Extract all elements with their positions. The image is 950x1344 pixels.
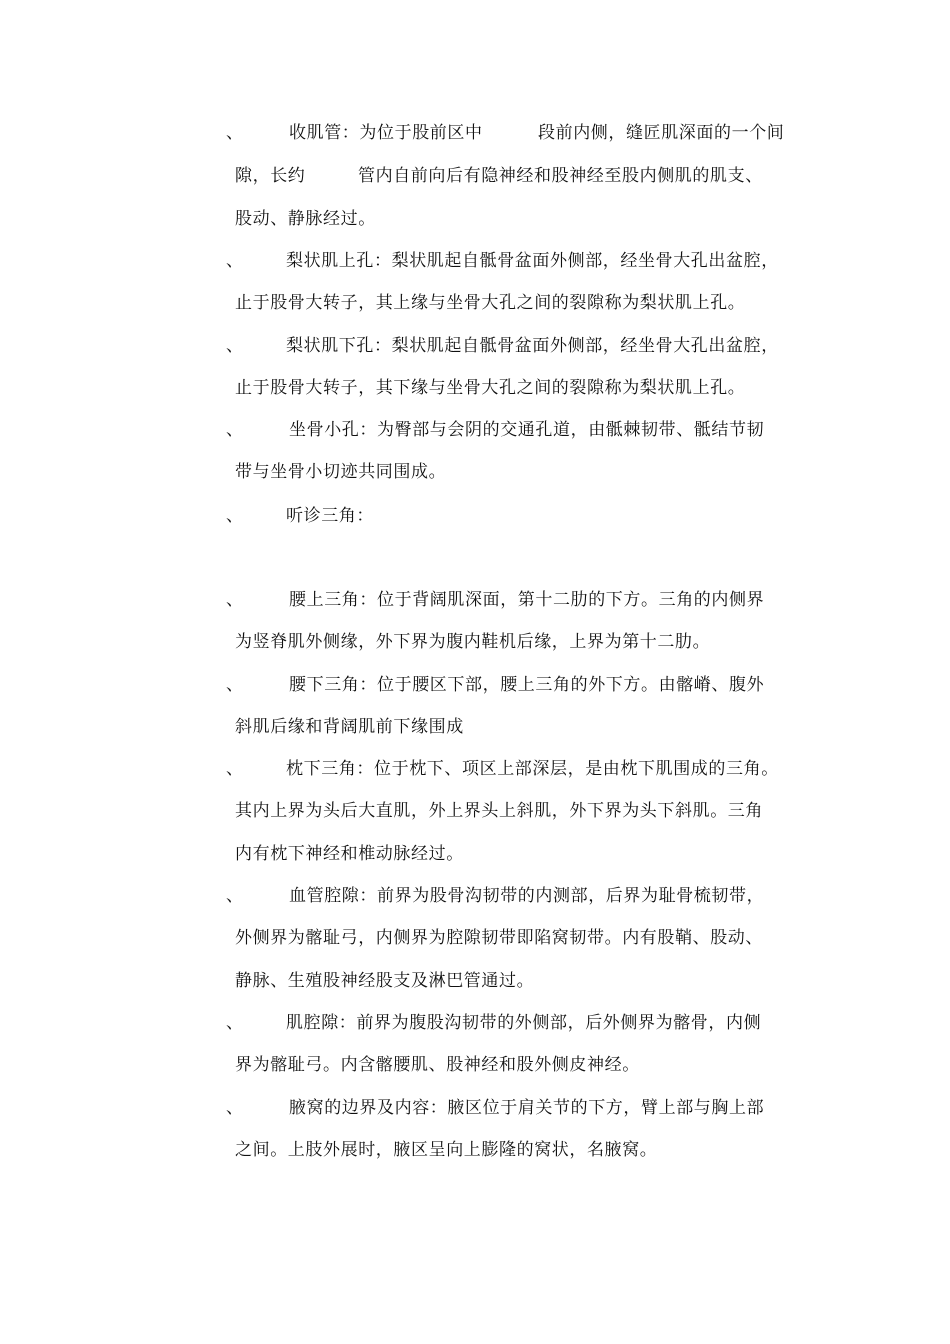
item-text: 梨状肌下孔：梨状肌起自骶骨盆面外侧部，经坐骨大孔出盆腔， [286,336,779,356]
item-text: 界为髂耻弓。内含髂腰肌、股神经和股外侧皮神经。 [235,1055,640,1075]
list-marker: 、 [226,590,243,610]
item-line [0,330,950,362]
list-marker: 、 [226,123,243,143]
item-text: 血管腔隙：前界为股骨沟韧带的内测部，后界为耻骨梳韧带， [289,886,765,906]
item-line [0,372,950,404]
item-line [0,753,950,785]
list-marker: 、 [226,1013,243,1033]
list-marker: 、 [226,506,243,526]
item-line [0,1049,950,1081]
item-text: 外侧界为髂耻弓，内侧界为腔隙韧带即陷窝韧带。内有股鞘、股动、 [235,928,763,948]
item-line [0,965,950,997]
list-marker: 、 [226,420,243,440]
item-line [0,500,950,532]
item-line [0,1007,950,1039]
item-line [0,584,950,616]
list-marker: 、 [226,1098,243,1118]
item-text: 管内自前向后有隐神经和股神经至股内侧肌的肌支、 [358,166,763,186]
item-text: 肌腔隙：前界为腹股沟韧带的外侧部，后外侧界为髂骨，内侧 [286,1013,762,1033]
item-text: 隙，长约 [235,166,306,186]
item-text: 收肌管：为位于股前区中 [289,123,483,143]
list-marker: 、 [226,336,243,356]
item-text: 听诊三角： [286,506,374,526]
item-line [0,880,950,912]
item-text: 枕下三角：位于枕下、项区上部深层，是由枕下肌围成的三角。 [286,759,779,779]
item-line [0,1134,950,1166]
item-line [0,160,950,192]
item-text: 股动、静脉经过。 [235,209,376,229]
item-line [0,456,950,488]
item-line [0,414,950,446]
item-line [0,711,950,743]
item-text: 为竖脊肌外侧缘，外下界为腹内鞋机后缘，上界为第十二肋。 [235,632,711,652]
item-text: 腰下三角：位于腰区下部，腰上三角的外下方。由髂嵴、腹外 [289,675,765,695]
item-line [0,1092,950,1124]
item-line [0,669,950,701]
item-line [0,626,950,658]
item-text: 内有枕下神经和椎动脉经过。 [235,844,464,864]
item-text: 之间。上肢外展时，腋区呈向上膨隆的窝状，名腋窝。 [235,1140,658,1160]
item-text: 腋窝的边界及内容：腋区位于肩关节的下方，臂上部与胸上部 [289,1098,765,1118]
list-marker: 、 [226,886,243,906]
item-text: 段前内侧，缝匠肌深面的一个间 [538,123,785,143]
item-text: 其内上界为头后大直肌，外上界头上斜肌，外下界为头下斜肌。三角 [235,801,763,821]
item-text: 止于股骨大转子，其下缘与坐骨大孔之间的裂隙称为梨状肌上孔。 [235,378,746,398]
item-line [0,922,950,954]
item-line [0,245,950,277]
list-marker: 、 [226,675,243,695]
item-text: 止于股骨大转子，其上缘与坐骨大孔之间的裂隙称为梨状肌上孔。 [235,293,746,313]
item-line [0,203,950,235]
item-text: 斜肌后缘和背阔肌前下缘围成 [235,717,464,737]
list-marker: 、 [226,759,243,779]
item-text: 坐骨小孔：为臀部与会阴的交通孔道，由骶棘韧带、骶结节韧 [289,420,765,440]
item-text: 腰上三角：位于背阔肌深面，第十二肋的下方。三角的内侧界 [289,590,765,610]
item-text: 静脉、生殖股神经股支及淋巴管通过。 [235,971,535,991]
item-line [0,795,950,827]
item-line [0,287,950,319]
item-line [0,838,950,870]
item-line [0,117,950,149]
item-text: 带与坐骨小切迹共同围成。 [235,462,447,482]
item-text: 梨状肌上孔：梨状肌起自骶骨盆面外侧部，经坐骨大孔出盆腔， [286,251,779,271]
list-marker: 、 [226,251,243,271]
